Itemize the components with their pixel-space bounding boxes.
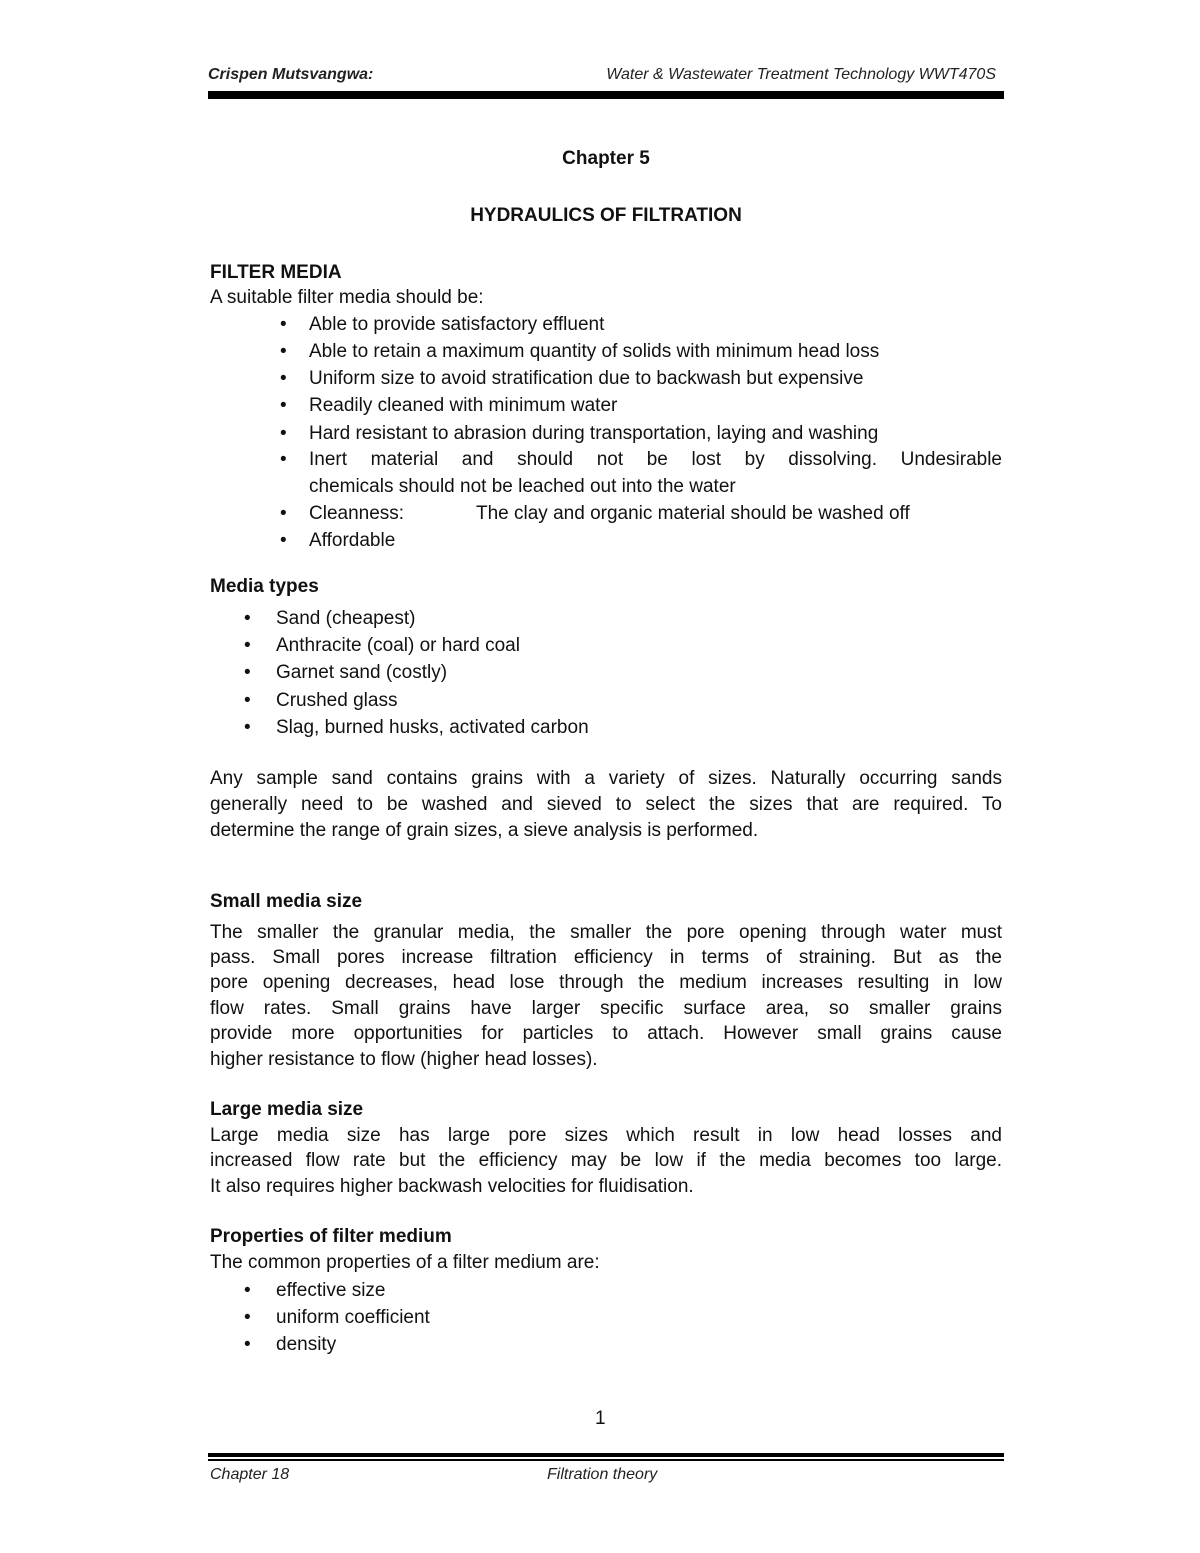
bullet-icon: • xyxy=(244,635,251,656)
chapter-heading: HYDRAULICS OF FILTRATION xyxy=(470,205,742,226)
cleanness-label: Cleanness: xyxy=(309,503,405,524)
list-item: Able to provide satisfactory effluent xyxy=(309,314,605,335)
paragraph-line: generally need to be washed and sieved to select the sizes that are required. To xyxy=(210,794,1002,815)
list-item: Crushed glass xyxy=(276,690,398,711)
paragraph-line: increased flow rate but the efficiency may be low if the media becomes too large. xyxy=(210,1150,1002,1171)
list-item-affordable: Affordable xyxy=(309,530,396,551)
bullet-icon: • xyxy=(244,608,251,629)
page-number: 1 xyxy=(595,1408,606,1429)
bullet-icon: • xyxy=(280,449,287,470)
bullet-icon: • xyxy=(280,368,287,389)
properties-intro: The common properties of a filter medium are: xyxy=(210,1252,600,1273)
bullet-icon: • xyxy=(280,341,287,362)
list-item: Slag, burned husks, activated carbon xyxy=(276,717,589,738)
paragraph-line: Large media size has large pore sizes which result in low head losses and xyxy=(210,1125,1002,1146)
header-course: Water & Wastewater Treatment Technology WWT470S xyxy=(606,66,996,83)
media-types-heading: Media types xyxy=(210,576,319,597)
properties-heading: Properties of filter medium xyxy=(210,1226,452,1247)
list-item: uniform coefficient xyxy=(276,1307,430,1328)
bullet-icon: • xyxy=(244,717,251,738)
header-author: Crispen Mutsvangwa: xyxy=(208,66,374,83)
footer-topic: Filtration theory xyxy=(547,1466,658,1483)
list-item: density xyxy=(276,1334,337,1355)
paragraph-line: pore opening decreases, head lose through the medium increases resulting in low xyxy=(210,972,1002,993)
bullet-icon: • xyxy=(280,503,287,524)
paragraph-line: pass. Small pores increase filtration efficiency in terms of straining. But as the xyxy=(210,947,1002,968)
list-item-inert-line2: chemicals should not be leached out into the water xyxy=(309,476,736,497)
bullet-icon: • xyxy=(280,530,287,551)
small-media-heading: Small media size xyxy=(210,891,363,912)
filter-media-intro: A suitable filter media should be: xyxy=(210,287,484,308)
list-item-inert-line1: Inert material and should not be lost by dissolving. Undesirable xyxy=(309,449,1002,470)
bullet-icon: • xyxy=(244,1307,251,1328)
list-item: Readily cleaned with minimum water xyxy=(309,395,618,416)
footer-rule-thin xyxy=(208,1459,1004,1461)
list-item: Garnet sand (costly) xyxy=(276,662,448,683)
list-item: Anthracite (coal) or hard coal xyxy=(276,635,520,656)
list-item: Sand (cheapest) xyxy=(276,608,416,629)
list-item: effective size xyxy=(276,1280,386,1301)
bullet-icon: • xyxy=(280,314,287,335)
paragraph-line: higher resistance to flow (higher head losses). xyxy=(210,1049,598,1070)
bullet-icon: • xyxy=(244,662,251,683)
header-rule xyxy=(208,91,1004,99)
filter-media-heading: FILTER MEDIA xyxy=(210,262,342,283)
paragraph-line: determine the range of grain sizes, a sieve analysis is performed. xyxy=(210,820,759,841)
bullet-icon: • xyxy=(244,1334,251,1355)
paragraph-line: flow rates. Small grains have larger specific surface area, so smaller grains xyxy=(210,998,1002,1019)
paragraph-line: provide more opportunities for particles to attach. However small grains cause xyxy=(210,1023,1002,1044)
large-media-heading: Large media size xyxy=(210,1099,364,1120)
footer-chapter: Chapter 18 xyxy=(210,1466,290,1483)
bullet-icon: • xyxy=(244,690,251,711)
chapter-title: Chapter 5 xyxy=(562,148,650,169)
bullet-icon: • xyxy=(244,1280,251,1301)
paragraph-line: It also requires higher backwash velocities for fluidisation. xyxy=(210,1176,694,1197)
paragraph-line: Any sample sand contains grains with a variety of sizes. Naturally occurring sands xyxy=(210,768,1002,789)
list-item: Hard resistant to abrasion during transportation, laying and washing xyxy=(309,423,879,444)
list-item: Able to retain a maximum quantity of solids with minimum head loss xyxy=(309,341,880,362)
paragraph-line: The smaller the granular media, the smaller the pore opening through water must xyxy=(210,922,1002,943)
footer-rule xyxy=(208,1453,1004,1457)
bullet-icon: • xyxy=(280,423,287,444)
list-item: Uniform size to avoid stratification due to backwash but expensive xyxy=(309,368,864,389)
bullet-icon: • xyxy=(280,395,287,416)
cleanness-text: The clay and organic material should be washed off xyxy=(476,503,910,524)
